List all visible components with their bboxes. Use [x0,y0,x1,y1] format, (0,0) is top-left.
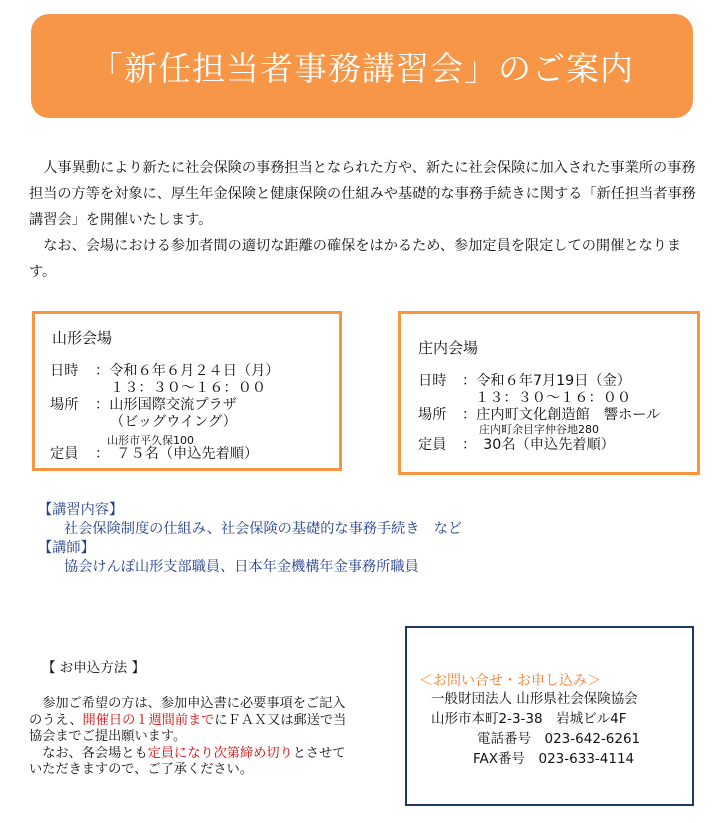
place-label: 場所 [418,407,447,423]
place-value: ：山形国際交流プラザ [95,397,237,413]
venue-name: 庄内会場 [418,339,479,357]
date-label: 日時 [418,373,447,389]
apply-text-3: なお、各会場とも [42,745,148,761]
capacity-value: ： ７５名（申込先着順） [95,446,259,462]
content-body: 社会保険制度の仕組み、社会保険の基礎的な事務手続き など [64,521,463,537]
intro-text [29,155,697,285]
contact-tel: 電話番号 023-642-6261 [477,731,641,747]
intro-paragraph-2: なお、会場における参加者間の適切な距離の確保をはかるため、参加定員を限定しての開催となります。 [29,238,682,280]
capacity-label: 定員 [418,437,447,453]
apply-text [29,696,354,779]
venue-box-shonai [398,311,700,475]
place-value: ：庄内町文化創造館 響ホール [462,407,661,423]
date-value: ：令和６年7月19日（金） [462,373,631,389]
venue-time: １３：３０～１６：００ [475,390,632,406]
contact-org: 一般財団法人 山形県社会保険協会 [431,691,638,707]
contact-title: ＜お問い合せ・お申し込み＞ [419,673,601,689]
place-label: 場所 [50,397,79,413]
venue-address: 庄内町余目字仲谷地280 [479,423,599,436]
page-title: 「新任担当者事務講習会」のご案内 [90,48,634,88]
apply-text-2: にＦＡＸ又は郵送で当協会までご提出願います。 [29,712,347,744]
contact-fax: FAX番号 023-633-4114 [473,751,635,767]
apply-heading: 【 お申込方法 】 [42,660,146,676]
date-label: 日時 [50,363,79,379]
venue-box-yamagata [32,311,342,471]
apply-deadline: 開催日の１週間前まで [82,712,215,728]
date-value: ：令和６年６月２４日（月） [95,363,280,379]
capacity-value: ： 30名（申込先着順） [462,437,615,453]
apply-text-1: 参加ご希望の方は、参加申込書に必要事項をご記入のうえ、 [29,696,346,728]
venue-name: 山形会場 [52,329,113,347]
content-heading: 【講習内容】 [38,502,124,518]
lecturer-body: 協会けんぽ山形支部職員、日本年金機構年金事務所職員 [64,559,419,575]
venue-address: 山形市平久保100 [107,434,194,447]
contact-box [405,626,694,806]
contact-address: 山形市本町2-3-38 岩城ビル4F [431,711,627,727]
capacity-label: 定員 [50,446,79,462]
title-banner [31,14,693,118]
venue-time: １３：３０～１６：００ [110,380,267,396]
venue-place-sub: （ビッグウイング） [110,414,237,430]
apply-text-4: とさせていただきますので、ご了承ください。 [29,745,346,777]
lecturer-heading: 【講師】 [38,540,95,556]
apply-capacity-note: 定員になり次第締め切り [147,745,293,761]
intro-paragraph-1: 人事異動により新たに社会保険の事務担当となられた方や、新たに社会保険に加入された事業所の事務担当の方等を対象に、厚生年金保険と健康保険の仕組みや基礎的な事務手続きに関する「新任担当者事務講習会」を開催いたします。 [29,160,696,228]
